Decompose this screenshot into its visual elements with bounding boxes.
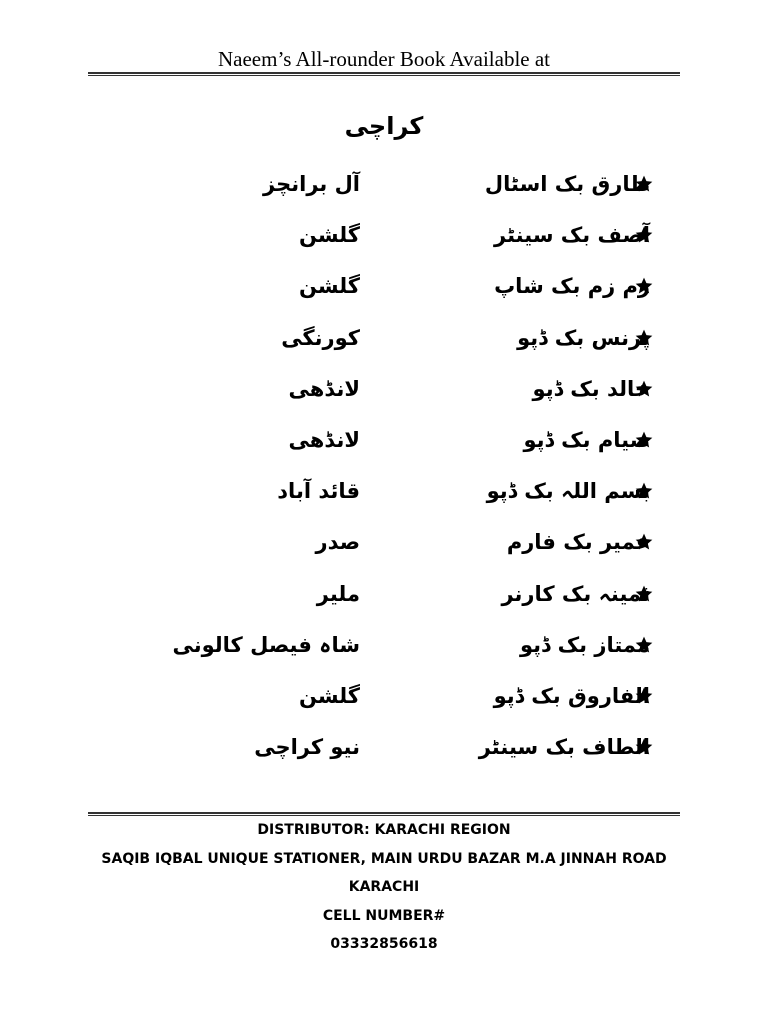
shop-row bbox=[0, 422, 768, 473]
shop-name: خالد بک ڈپو bbox=[532, 376, 650, 401]
shop-name: آصف بک سینٹر bbox=[494, 223, 650, 248]
distributor-footer bbox=[0, 816, 768, 959]
shop-name: صیام بک ڈپو bbox=[523, 427, 650, 452]
shop-area: صدر bbox=[315, 530, 360, 555]
distributor-region: DISTRIBUTOR: KARACHI REGION bbox=[257, 822, 511, 838]
shop-name: ثمینہ بک کارنر bbox=[501, 581, 650, 606]
shop-area: شاہ فیصل کالونی bbox=[172, 632, 360, 657]
shop-area: کورنگی bbox=[281, 325, 360, 350]
distributor-city: KARACHI bbox=[348, 879, 420, 896]
shop-list bbox=[0, 166, 768, 780]
shop-name: زم زم بک شاپ bbox=[494, 274, 650, 299]
header-divider bbox=[88, 72, 680, 76]
distributor-address: SAQIB IQBAL UNIQUE STATIONER, MAIN URDU BAZAR M.A JINNAH ROAD bbox=[101, 850, 667, 867]
shop-row bbox=[0, 729, 768, 780]
shop-name: طارق بک اسٹال bbox=[484, 172, 650, 196]
shop-area: ملیر bbox=[316, 581, 360, 606]
shop-row bbox=[0, 524, 768, 575]
shop-area: لانڈھی bbox=[288, 376, 360, 401]
shop-name: عمیر بک فارم bbox=[506, 530, 650, 555]
shop-name: بسم اللہ بک ڈپو bbox=[486, 479, 650, 504]
shop-area: گلشن bbox=[298, 223, 360, 248]
shop-row bbox=[0, 627, 768, 678]
shop-row bbox=[0, 678, 768, 729]
shop-row bbox=[0, 320, 768, 371]
shop-row bbox=[0, 576, 768, 627]
shop-row bbox=[0, 473, 768, 524]
shop-area: نیو کراچی bbox=[254, 735, 360, 760]
shop-area: قائد آباد bbox=[277, 479, 360, 504]
shop-row bbox=[0, 166, 768, 217]
shop-name: ممتاز بک ڈپو bbox=[519, 632, 650, 657]
cell-number-label: CELL NUMBER# bbox=[322, 907, 446, 924]
shop-area: گلشن bbox=[298, 683, 360, 708]
shop-area: آل برانچز bbox=[263, 172, 360, 196]
shop-row bbox=[0, 371, 768, 422]
shop-name: الطاف بک سینٹر bbox=[478, 735, 650, 760]
shop-name: پرنس بک ڈپو bbox=[517, 325, 650, 350]
shop-name: الفاروق بک ڈپو bbox=[493, 683, 650, 708]
shop-area: گلشن bbox=[298, 274, 360, 299]
shop-row bbox=[0, 268, 768, 319]
shop-row bbox=[0, 217, 768, 268]
city-heading: کراچی bbox=[344, 112, 424, 140]
shop-area: لانڈھی bbox=[288, 427, 360, 452]
cell-number: 03332856618 bbox=[330, 936, 438, 953]
page-title: Naeem’s All-rounder Book Available at bbox=[217, 47, 551, 71]
